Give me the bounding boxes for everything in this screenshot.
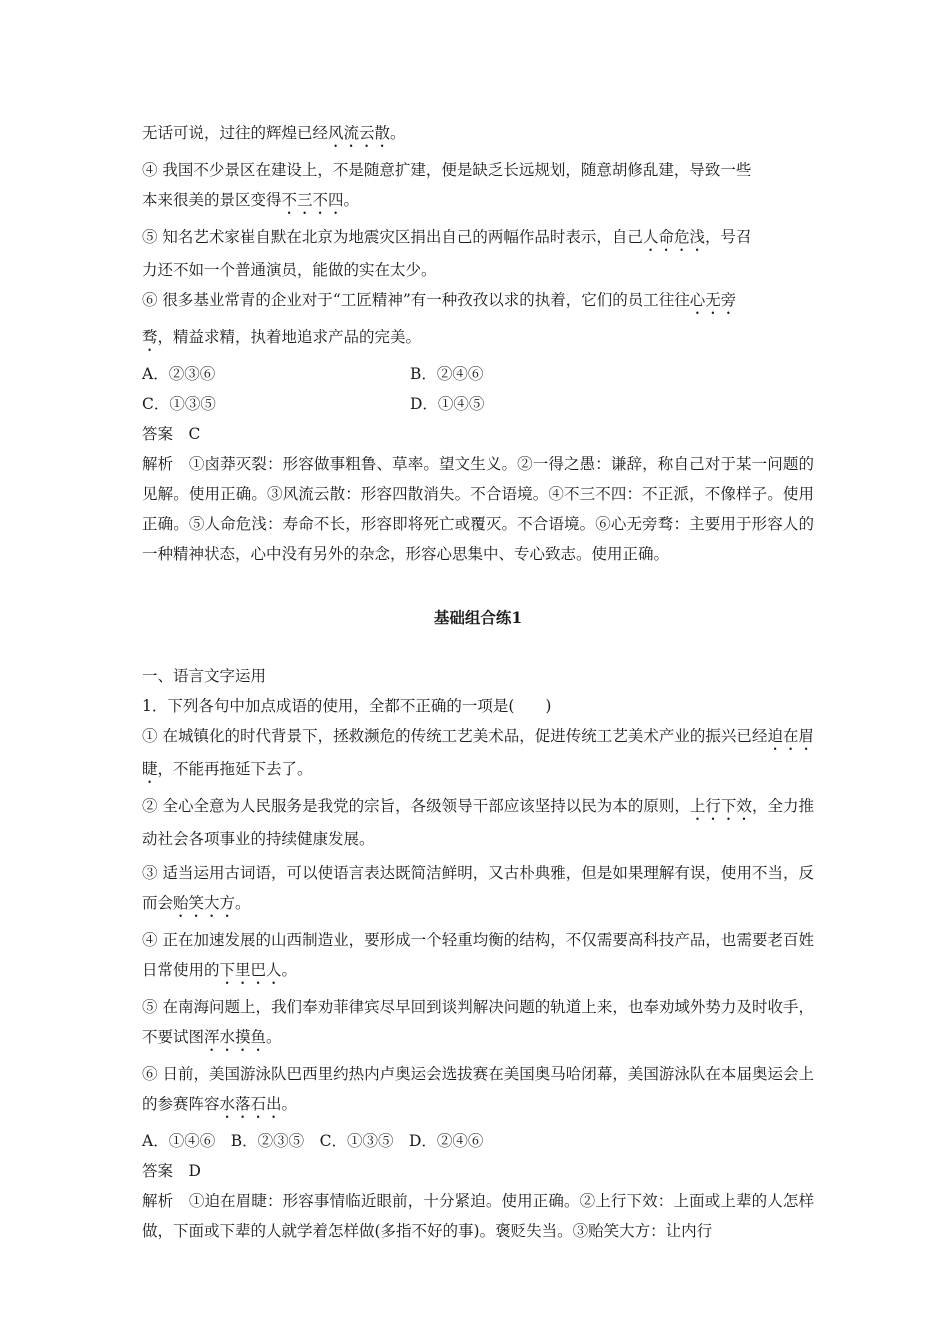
text: 。 (390, 124, 406, 142)
text: 无话可说，过往的辉煌已经 (142, 124, 329, 142)
text: ，全力推动社会各项事业的持续健康发展。 (142, 797, 814, 848)
text: ① 在城镇化的时代背景下，拯救濒危的传统工艺美术品，促进传统工艺美术产业的振兴已经 (142, 727, 768, 745)
dotted-idiom: 人命危浅 (642, 228, 705, 246)
question-analysis: 解析 ①迫在眉睫：形容事情临近眼前，十分紧迫。使用正确。②上行下效：上面或上辈的人怎样做，下面或下辈的人就学着怎样做(多指不好的事)。褒贬失当。③贻笑大方：让内行 (142, 1192, 814, 1240)
option-d: D．①④⑤ (410, 395, 485, 413)
sentence-2 (142, 791, 814, 854)
dotted-idiom: 风流云散 (328, 124, 391, 142)
part-heading: 一、语言文字运用 (142, 667, 267, 685)
analysis: 解析 ①卤莽灭裂：形容做事粗鲁、草率。望文生义。②一得之愚：谦辞，称自己对于某一问题的见解。使用正确。③风流云散：形容四散消失。不合语境。④不三不四：不正派，不像样子。使用正确。⑤人命危浅：寿命不长，形容即将死亡或覆灭。不合语境。⑥心无旁骛：主要用于形容人的一种精神状态，心中没有另外的杂念，形容心思集中、专心致志。使用正确。 (142, 455, 814, 563)
sentence-1 (142, 721, 814, 787)
q3-tail (142, 118, 814, 151)
question-options: A．①④⑥ B．②③⑤ C．①③⑤ D．②④⑥ (142, 1132, 484, 1150)
dotted-idiom: 下里巴人 (219, 961, 282, 979)
text: 本来很美的景区变得 (142, 191, 282, 209)
dotted-idiom: 骛 (142, 328, 158, 346)
dotted-idiom: 心无旁 (689, 291, 737, 309)
q5-line2: 力还不如一个普通演员，能做的实在太少。 (142, 261, 437, 279)
section-title: 基础组合练1 (433, 608, 523, 627)
answer: 答案 C (142, 425, 201, 443)
text: ，不能再拖延下去了。 (157, 760, 313, 778)
text: ，精益求精，执着地追求产品的完美。 (157, 328, 422, 346)
sentence-5 (142, 992, 814, 1055)
text: 。 (266, 1028, 282, 1046)
dotted-idiom: 上行下效 (689, 797, 752, 815)
dotted-idiom: 贻笑大方 (173, 894, 236, 912)
q6-line1 (142, 285, 814, 318)
q4-line1: ④ 我国不少景区在建设上，不是随意扩建，便是缺乏长远规划，随意胡修乱建，导致一些 (142, 161, 752, 179)
dotted-idiom: 浑水摸鱼 (204, 1028, 267, 1046)
text: ⑤ 在南海问题上，我们奉劝菲律宾尽早回到谈判解决问题的轨道上来，也奉劝域外势力及时收手，不要试图 (142, 998, 814, 1046)
options-row-1 (142, 359, 814, 389)
sentence-4 (142, 925, 814, 988)
option-b: B．②④⑥ (410, 365, 484, 383)
q6-line2 (142, 322, 814, 355)
q5-line1 (142, 222, 814, 255)
text: ⑤ 知名艺术家崔自默在北京为地震灾区捐出自己的两幅作品时表示，自己 (142, 228, 643, 246)
text: 。 (281, 961, 298, 979)
document-page (142, 118, 814, 1246)
text: 。 (235, 894, 251, 912)
text: ② 全心全意为人民服务是我党的宗旨，各级领导干部应该坚持以民为本的原则， (142, 797, 690, 815)
option-c: C．①③⑤ (142, 395, 216, 413)
text: 。 (281, 1095, 298, 1113)
option-a: A．②③⑥ (142, 365, 216, 383)
text: ③ 适当运用古词语，可以使语言表达既简洁鲜明，又古朴典雅，但是如果理解有误，使用不当，反而会 (142, 864, 814, 912)
text: 。 (343, 191, 360, 209)
sentence-6 (142, 1059, 814, 1122)
text: ⑥ 很多基业常青的企业对于“工匠精神”有一种孜孜以求的执着，它们的员工往往 (142, 291, 690, 309)
q4-line2 (142, 185, 814, 218)
dotted-idiom: 不三不四 (281, 191, 344, 209)
question-answer: 答案 D (142, 1162, 201, 1180)
options-row-2 (142, 389, 814, 419)
text: ⑥ 日前，美国游泳队巴西里约热内卢奥运会选拔赛在美国奥马哈闭幕，美国游泳队在本届奥运会上的参赛阵容 (142, 1065, 814, 1113)
sentence-3 (142, 858, 814, 921)
dotted-idiom: 迫在眉睫 (142, 727, 814, 778)
dotted-idiom: 水落石出 (219, 1095, 282, 1113)
text: ，号召 (704, 228, 752, 246)
question-stem: 1．下列各句中加点成语的使用，全都不正确的一项是( ) (142, 697, 552, 715)
text: ④ 正在加速发展的山西制造业，要形成一个轻重均衡的结构，不仅需要高科技产品，也需要老百姓日常使用的 (142, 931, 814, 979)
